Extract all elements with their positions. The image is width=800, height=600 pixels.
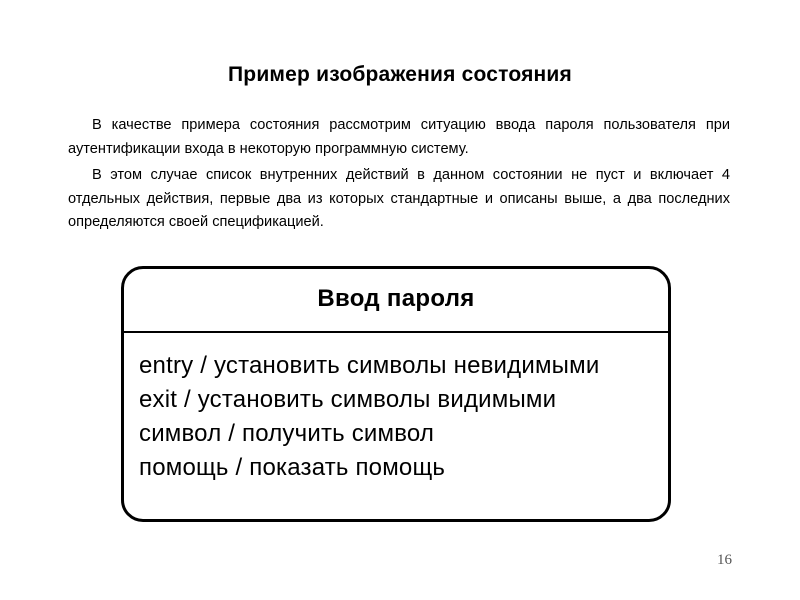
internal-actions-list xyxy=(124,333,668,485)
action-exit: exit / установить символы видимыми xyxy=(139,386,557,413)
action-entry: entry / установить символы невидимыми xyxy=(139,352,600,379)
slide-title: Пример изображения состояния xyxy=(228,63,572,86)
paragraph-intro: В качестве примера состояния рассмотрим ситуацию ввода пароля пользователя при аутентификации входа в некоторую программную систему. xyxy=(68,117,730,157)
page-number: 16 xyxy=(717,552,732,568)
paragraph-details: В этом случае список внутренних действий в данном состоянии не пуст и включает 4 отдельных действия, первые два из которых стандартные и описаны выше, а два последних определяются своей спецификацией. xyxy=(68,167,730,230)
action-symbol: символ / получить символ xyxy=(139,420,435,447)
action-help: помощь / показать помощь xyxy=(139,454,446,481)
state-name: Ввод пароля xyxy=(124,269,668,333)
state-diagram-box xyxy=(121,266,671,522)
